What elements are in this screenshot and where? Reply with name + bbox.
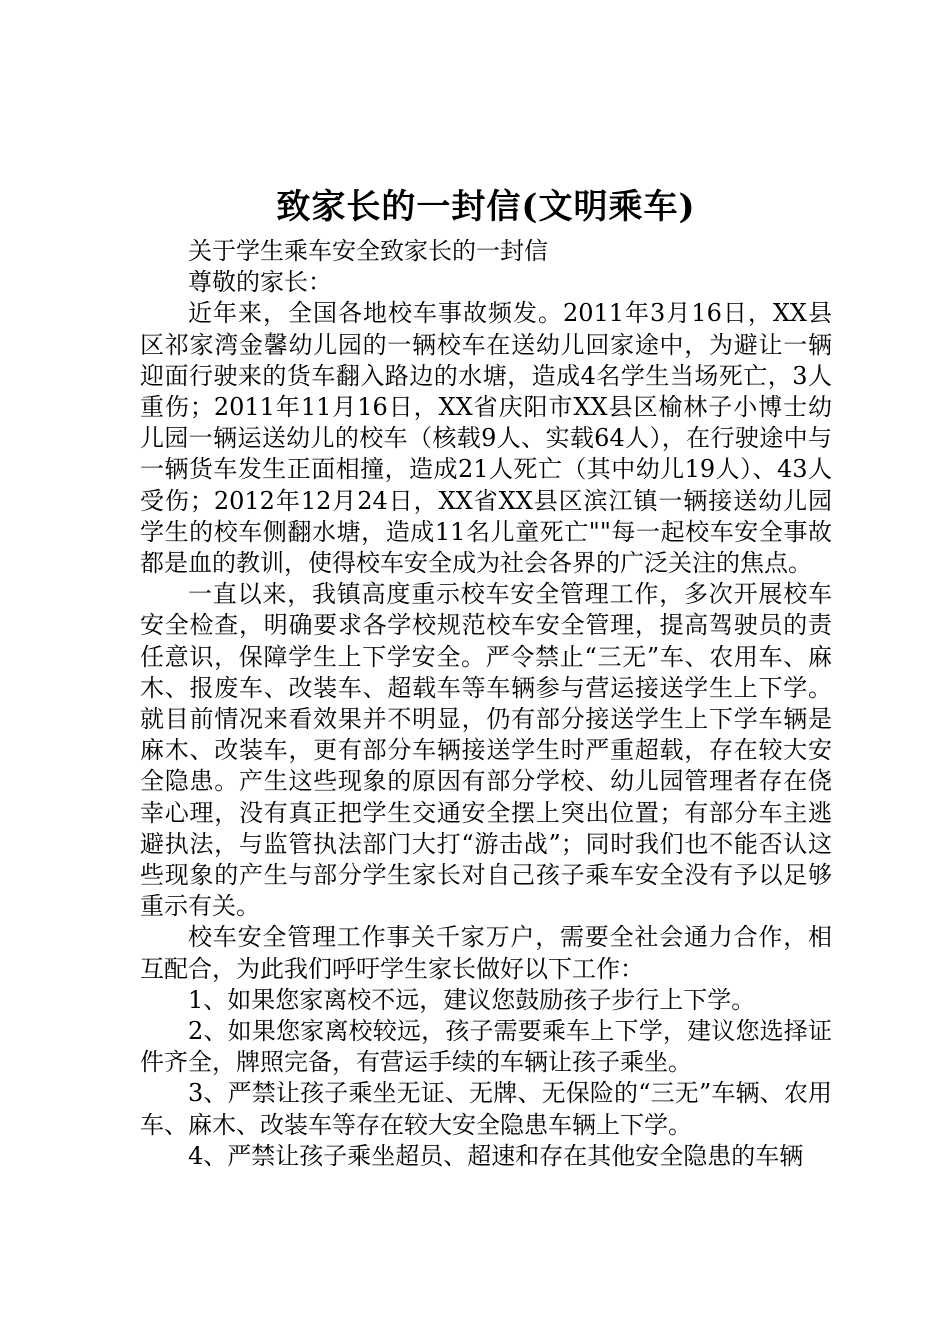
document-page: [140, 180, 832, 1172]
list-item: 4、严禁让孩子乘坐超员、超速和存在其他安全隐患的车辆: [188, 1141, 804, 1170]
list-item: 2、如果您家离校较远，孩子需要乘车上下学，建议您选择证件齐全，牌照完备，有营运手续的车辆让孩子乘坐。: [140, 1017, 832, 1077]
salutation: 尊敬的家长：: [188, 268, 332, 297]
document-title: 致家长的一封信(文明乘车): [276, 187, 696, 227]
list-item: 1、如果您家离校不远，建议您鼓励孩子步行上下学。: [188, 985, 756, 1014]
body-paragraph: 近年来，全国各地校车事故频发。2011年3月16日，XX县区祁家湾金馨幼儿园的一辆校车在送幼儿回家途中，为避让一辆迎面行驶来的货车翻入路边的水塘，造成4名学生当场死亡，3人重伤；2011年11月16日，XX省庆阳市XX县区榆林子小博士幼儿园一辆运送幼儿的校车（核载9人、实载64人），在行驶途中与一辆货车发生正面相撞，造成21人死亡（其中幼儿19人）、43人受伤；2012年12月24日，XX省XX县区滨江镇一辆接送幼儿园学生的校车侧翻水塘，造成11名儿童死亡""每一起校车安全事故都是血的教训，使得校车安全成为社会各界的广泛关注的焦点。: [140, 299, 832, 578]
body-paragraph: 一直以来，我镇高度重示校车安全管理工作，多次开展校车安全检查，明确要求各学校规范校车安全管理，提高驾驶员的责任意识，保障学生上下学安全。严令禁止“三无”车、农用车、麻木、报废车、改装车、超载车等车辆参与营运接送学生上下学。就目前情况来看效果并不明显，仍有部分接送学生上下学车辆是麻木、改装车，更有部分车辆接送学生时严重超载，存在较大安全隐患。产生这些现象的原因有部分学校、幼儿园管理者存在侥幸心理，没有真正把学生交通安全摆上突出位置；有部分车主逃避执法，与监管执法部门大打“游击战”；同时我们也不能否认这些现象的产生与部分学生家长对自己孩子乘车安全没有予以足够重示有关。: [140, 580, 832, 921]
body-paragraph: 校车安全管理工作事关千家万户，需要全社会通力合作，相互配合，为此我们呼吁学生家长做好以下工作：: [140, 923, 832, 983]
list-item: 3、严禁让孩子乘坐无证、无牌、无保险的“三无”车辆、农用车、麻木、改装车等存在较大安全隐患车辆上下学。: [140, 1079, 832, 1139]
subtitle-line: 关于学生乘车安全致家长的一封信: [188, 237, 548, 265]
